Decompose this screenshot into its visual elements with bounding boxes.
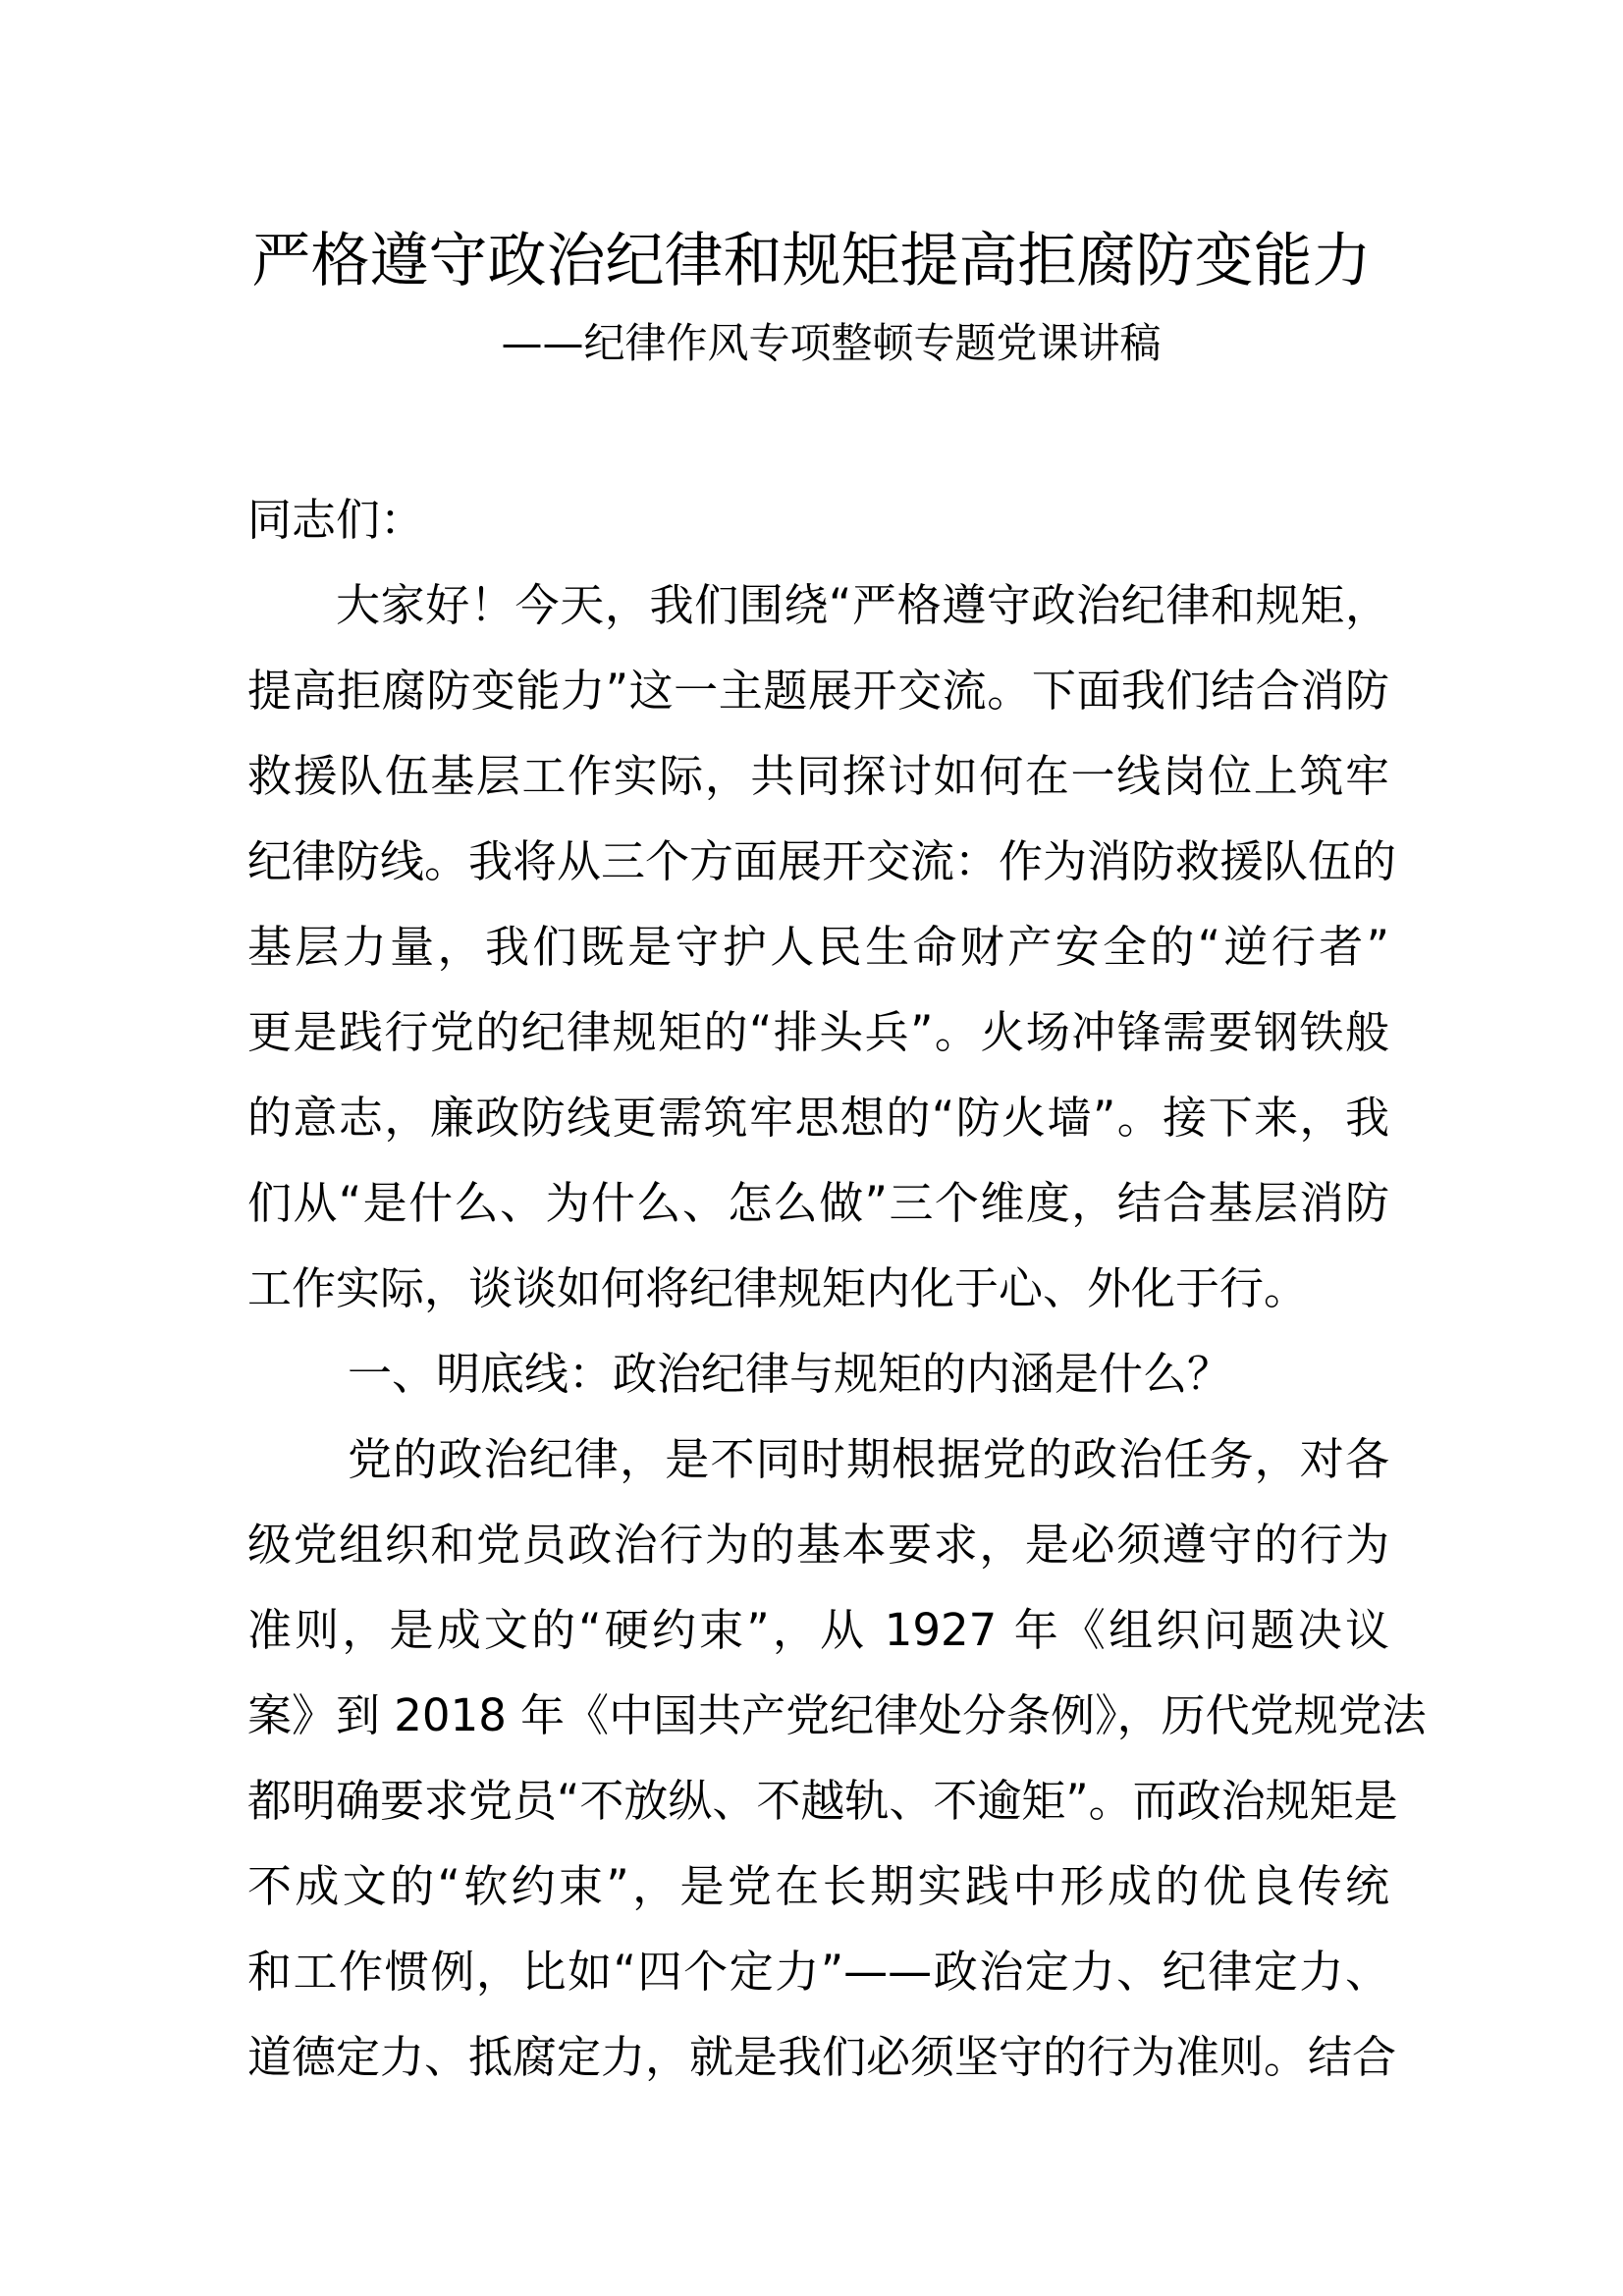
paragraph-line: 不成文的“软约束”，是党在长期实践中形成的优良传统 xyxy=(247,1860,1389,1912)
paragraph-line: 级党组织和党员政治行为的基本要求，是必须遵守的行为 xyxy=(247,1519,1389,1571)
paragraph-line: 工作实际，谈谈如何将纪律规矩内化于心、外化于行。 xyxy=(247,1262,1309,1314)
section-heading: 一、明底线：政治纪律与规矩的内涵是什么？ xyxy=(348,1348,1232,1400)
document-subtitle: ——纪律作风专项整顿专题党课讲稿 xyxy=(501,319,1162,367)
paragraph-line: 的意志，廉政防线更需筑牢思想的“防火墙”。接下来，我 xyxy=(247,1092,1389,1144)
paragraph-line: 们从“是什么、为什么、怎么做”三个维度，结合基层消防 xyxy=(247,1177,1389,1229)
salutation: 同志们： xyxy=(247,494,425,546)
document-body xyxy=(247,477,1427,2100)
paragraph-line: 和工作惯例，比如“四个定力”——政治定力、纪律定力、 xyxy=(247,1946,1389,1998)
paragraph-line: 基层力量，我们既是守护人民生命财产安全的“逆行者” xyxy=(247,921,1389,973)
paragraph-line: 大家好！今天，我们围绕“严格遵守政治纪律和规矩， xyxy=(336,579,1389,631)
paragraph-line: 都明确要求党员“不放纵、不越轨、不逾矩”。而政治规矩是 xyxy=(247,1775,1398,1827)
paragraph-line: 准则，是成文的“硬约束”，从 1927 年《组织问题决议 xyxy=(247,1604,1389,1656)
document-title: 严格遵守政治纪律和规矩提高拒腐防变能力 xyxy=(251,227,1372,295)
paragraph-line: 提高拒腐防变能力”这一主题展开交流。下面我们结合消防 xyxy=(247,665,1389,717)
paragraph-line: 道德定力、抵腐定力，就是我们必须坚守的行为准则。结合 xyxy=(247,2031,1397,2083)
paragraph-line: 更是践行党的纪律规矩的“排头兵”。火场冲锋需要钢铁般 xyxy=(247,1006,1389,1058)
paragraph-line: 案》到 2018 年《中国共产党纪律处分条例》，历代党规党法 xyxy=(247,1689,1427,1741)
paragraph-line: 党的政治纪律，是不同时期根据党的政治任务，对各 xyxy=(348,1433,1389,1485)
paragraph-line: 救援队伍基层工作实际，共同探讨如何在一线岗位上筑牢 xyxy=(247,750,1389,802)
paragraph-line: 纪律防线。我将从三个方面展开交流：作为消防救援队伍的 xyxy=(247,835,1397,887)
